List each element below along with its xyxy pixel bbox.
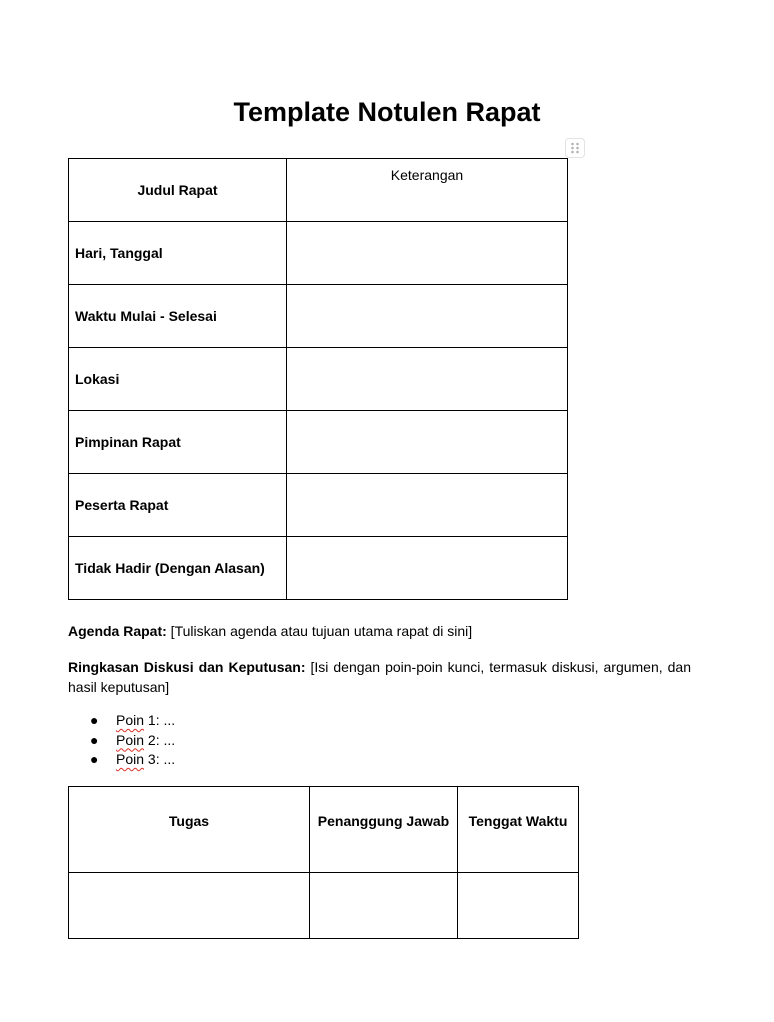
point-word: Poin	[116, 712, 145, 728]
row-label-hari-tanggal[interactable]: Hari, Tanggal	[69, 222, 287, 285]
list-item[interactable]	[68, 750, 175, 770]
row-label-waktu[interactable]: Waktu Mulai - Selesai	[69, 285, 287, 348]
header-cell-tenggat-waktu[interactable]: Tenggat Waktu	[458, 787, 579, 873]
header-cell-judul-rapat[interactable]: Judul Rapat	[69, 159, 287, 222]
row-value-hari-tanggal[interactable]	[287, 222, 568, 285]
list-item[interactable]	[68, 711, 175, 731]
table-row	[69, 873, 579, 939]
row-label-lokasi[interactable]: Lokasi	[69, 348, 287, 411]
task-table	[68, 786, 579, 939]
ringkasan-text: [Isi dengan poin-poin kunci, termasuk diskusi, argumen, dan hasil keputusan]	[68, 659, 691, 695]
row-value-lokasi[interactable]	[287, 348, 568, 411]
bullet-icon: ●	[90, 731, 99, 748]
table-row	[69, 222, 568, 285]
point-word: Poin	[116, 731, 145, 748]
table-row	[69, 348, 568, 411]
table-row	[69, 537, 568, 600]
row-value-peserta-rapat[interactable]	[287, 474, 568, 537]
table-row	[69, 285, 568, 348]
point-text: 2: ...	[144, 731, 176, 748]
task-cell-penanggung-jawab[interactable]	[310, 873, 458, 939]
task-cell-tugas[interactable]	[69, 873, 310, 939]
header-cell-keterangan[interactable]: Keterangan	[287, 159, 568, 222]
point-text: 1: ...	[144, 712, 176, 728]
drag-handle-icon	[566, 139, 584, 157]
header-cell-tugas[interactable]: Tugas	[69, 787, 310, 873]
bullet-icon: ●	[90, 712, 99, 728]
agenda-text: [Tuliskan agenda atau tujuan utama rapat di sini]	[166, 623, 473, 639]
ringkasan-paragraph[interactable]	[68, 657, 691, 697]
row-label-pimpinan-rapat[interactable]: Pimpinan Rapat	[69, 411, 287, 474]
task-cell-tenggat-waktu[interactable]	[458, 873, 579, 939]
point-word: Poin	[116, 751, 145, 767]
table-row	[69, 159, 568, 222]
header-cell-penanggung-jawab[interactable]: Penanggung Jawab	[310, 787, 458, 873]
points-list	[68, 711, 175, 770]
row-label-tidak-hadir[interactable]: Tidak Hadir (Dengan Alasan)	[69, 537, 287, 600]
table-drag-handle[interactable]	[565, 138, 585, 158]
list-item[interactable]	[68, 731, 175, 751]
table-row	[69, 411, 568, 474]
point-text: 3: ...	[144, 751, 176, 767]
page-title: Template Notulen Rapat	[233, 97, 541, 127]
row-value-pimpinan-rapat[interactable]	[287, 411, 568, 474]
row-label-peserta-rapat[interactable]: Peserta Rapat	[69, 474, 287, 537]
ringkasan-label: Ringkasan Diskusi dan Keputusan:	[68, 659, 306, 675]
agenda-paragraph[interactable]	[68, 621, 691, 641]
agenda-label: Agenda Rapat:	[68, 623, 167, 639]
row-value-waktu[interactable]	[287, 285, 568, 348]
row-value-tidak-hadir[interactable]	[287, 537, 568, 600]
table-row	[69, 787, 579, 873]
bullet-icon: ●	[90, 751, 99, 767]
meeting-info-table	[68, 158, 568, 600]
table-row	[69, 474, 568, 537]
